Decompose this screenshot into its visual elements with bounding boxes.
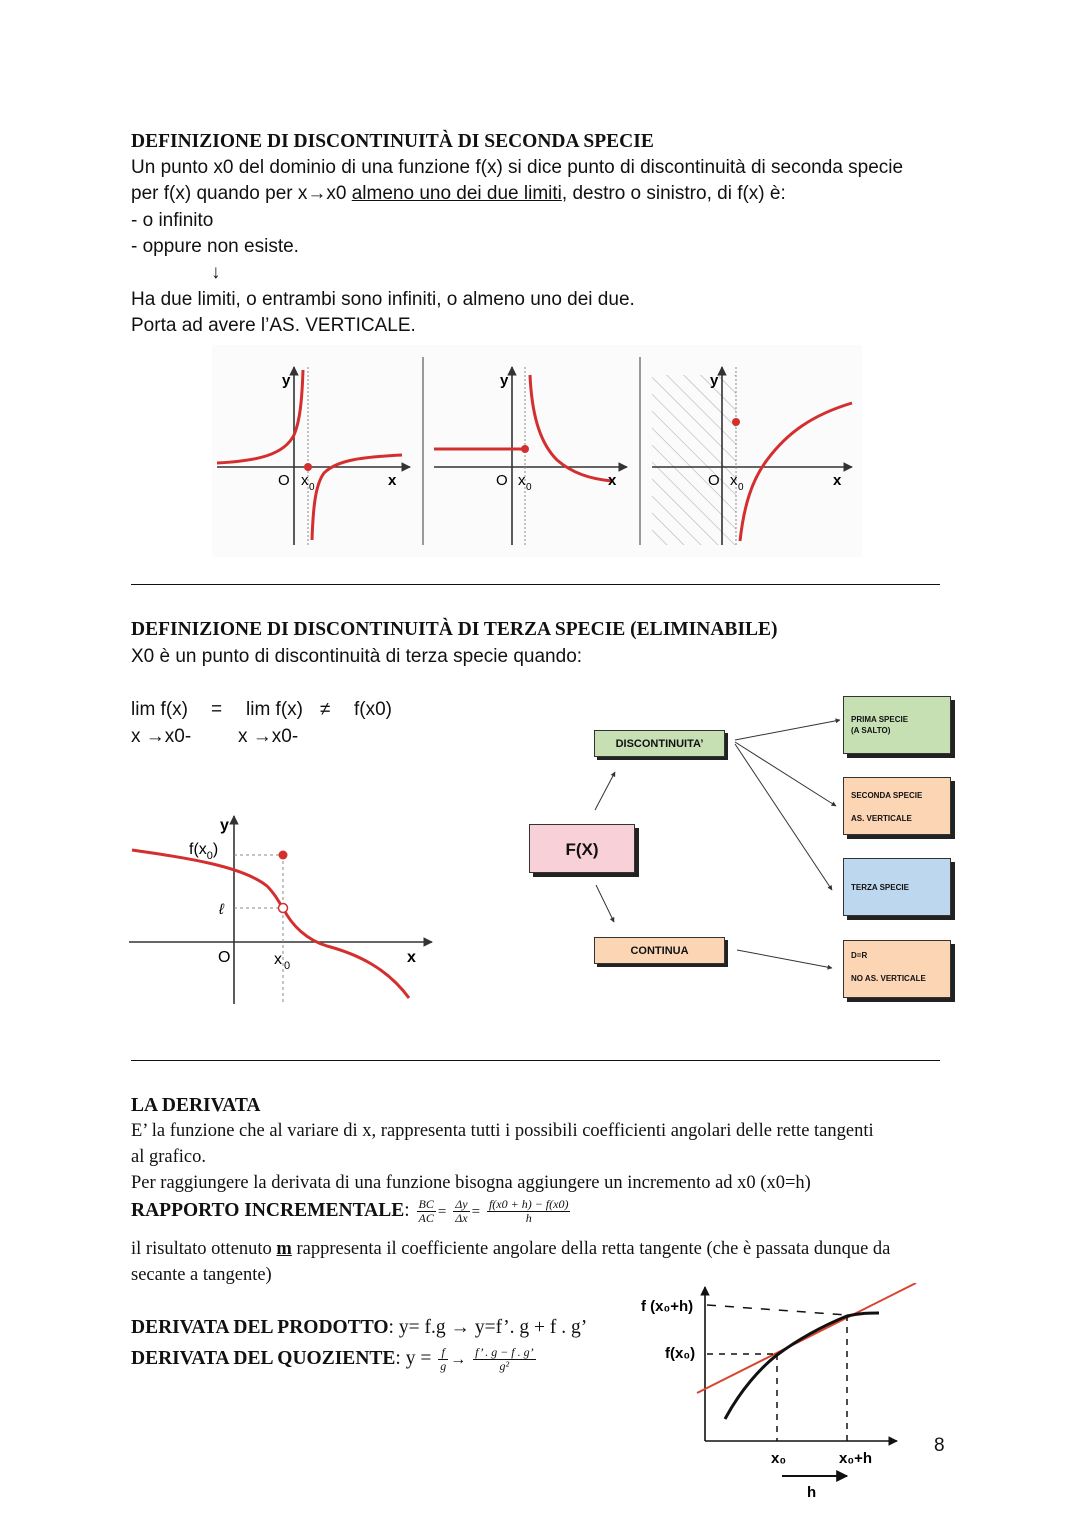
- rapporto-colon: :: [404, 1199, 410, 1221]
- graph-1-origin-label: O: [278, 472, 290, 489]
- graph-3-x0-sub: 0: [738, 482, 744, 493]
- graph-2-origin-label: O: [496, 472, 508, 489]
- derivata-line-4-b: rappresenta il coefficiente angolare della retta tangente (che è passata dunque da: [291, 1239, 891, 1259]
- limit-right-sub: x →x0-: [238, 726, 299, 747]
- derivata-line-2: al grafico.: [131, 1147, 206, 1167]
- section-title-derivata: LA DERIVATA: [131, 1095, 261, 1116]
- box-fx: F(X): [529, 824, 635, 873]
- box-terza-specie: TERZA SPECIE: [843, 858, 951, 916]
- frac-quoziente: [473, 1346, 536, 1373]
- page-number: 8: [934, 1435, 945, 1456]
- graph-1-x0-label: x: [301, 472, 309, 489]
- graph-4-l-label: ℓ: [219, 901, 224, 918]
- second-species-graphs: [212, 345, 862, 557]
- derivata-line-4: [131, 1239, 890, 1260]
- dominio-r-sublabel: NO AS. VERTICALE: [851, 974, 926, 983]
- limit-fx0: f(x0): [354, 699, 392, 720]
- seconda-line-2-c: , destro o sinistro, di f(x) è:: [561, 183, 786, 204]
- prodotto-label: DERIVATA DEL PRODOTTO: [131, 1317, 389, 1338]
- seconda-line-2-a: per f(x) quando per x→x0: [131, 183, 352, 204]
- graph-3-y-label: y: [710, 372, 719, 389]
- graph-4-fx0-label: $f(x_0)$: [189, 841, 219, 862]
- section-title-terza-specie: DEFINIZIONE DI DISCONTINUITÀ DI TERZA SPECIE (ELIMINABILE): [131, 619, 778, 640]
- terza-line-1: X0 è un punto di discontinuità di terza specie quando:: [131, 646, 583, 667]
- graph-label-fx0h: f (x₀+h): [641, 1298, 694, 1315]
- graph-2-x0-label: x: [518, 472, 526, 489]
- frac-bc: BC: [418, 1197, 434, 1211]
- prima-specie-sublabel: (A SALTO): [851, 726, 891, 735]
- frac-ac: AC: [418, 1211, 434, 1225]
- dominio-r-label: D=R: [851, 951, 868, 960]
- rapporto-label: RAPPORTO INCREMENTALE: [131, 1199, 405, 1221]
- graph-4-x0-sub: 0: [284, 960, 291, 972]
- frac-quoz-den: g²: [499, 1359, 510, 1373]
- graph-3-x0-label: x: [730, 472, 738, 489]
- section-title-seconda-specie: DEFINIZIONE DI DISCONTINUITÀ DI SECONDA SPECIE: [131, 131, 654, 152]
- frac-incremento: [487, 1198, 571, 1225]
- limit-right: lim f(x): [246, 699, 303, 720]
- frac-den: h: [525, 1211, 532, 1225]
- derivata-line-3: Per raggiungere la derivata di una funzione bisogna aggiungere un incremento ad x0 (x0=h): [131, 1173, 811, 1193]
- box-discontinuita: DISCONTINUITA’: [594, 730, 725, 757]
- derivata-quoziente: [131, 1346, 538, 1373]
- seconda-line-5: Ha due limiti, o entrambi sono infiniti, o almeno uno dei due.: [131, 289, 635, 310]
- box-dominio-r: [843, 940, 951, 998]
- graph-1-y-label: y: [282, 372, 291, 389]
- frac-f-g: [438, 1346, 448, 1373]
- graph-label-x0h: x₀+h: [839, 1450, 873, 1467]
- frac-quoz-num: f’ . g − f . g’: [475, 1345, 534, 1359]
- frac-f: f: [438, 1346, 448, 1360]
- seconda-line-6: Porta ad avere l’AS. VERTICALE.: [131, 315, 416, 336]
- section-divider-1: [131, 584, 940, 585]
- limit-left-sub: x →x0-: [131, 726, 192, 747]
- box-prima-specie: [843, 696, 951, 754]
- seconda-line-1: Un punto x0 del dominio di una funzione f(x) si dice punto di discontinuità di seconda specie: [131, 157, 904, 178]
- graph-3-x-label: x: [833, 472, 842, 489]
- graph-1-x-label: x: [388, 472, 397, 489]
- limit-equals: =: [211, 699, 223, 720]
- graph-2-x0-sub: 0: [526, 482, 532, 493]
- seconda-specie-sublabel: AS. VERTICALE: [851, 814, 912, 823]
- graph-label-h: h: [807, 1484, 817, 1501]
- down-arrow: ↓: [211, 262, 221, 283]
- graph-label-fx0: f(x₀): [665, 1345, 696, 1362]
- quoziente-label: DERIVATA DEL QUOZIENTE: [131, 1347, 396, 1369]
- frac-dy-dx: [453, 1198, 469, 1225]
- graph-4-x-label: x: [407, 949, 416, 966]
- derivata-line-1: E’ la funzione che al variare di x, rappresenta tutti i possibili coefficienti angolari delle rette tangenti: [131, 1121, 874, 1141]
- box-seconda-specie: [843, 777, 951, 835]
- frac-g: g: [440, 1359, 447, 1373]
- seconda-line-3: - o infinito: [131, 210, 214, 231]
- derivative-graph: [635, 1283, 925, 1503]
- graph-4-origin-label: O: [218, 949, 231, 966]
- graph-3-origin-label: O: [708, 472, 720, 489]
- graph-1-x0-sub: 0: [309, 482, 315, 493]
- seconda-line-2: [131, 183, 786, 205]
- section-divider-2: [131, 1060, 940, 1061]
- limit-left: lim f(x): [131, 699, 188, 720]
- frac-dx: Δx: [455, 1211, 468, 1225]
- graph-2-y-label: y: [500, 372, 509, 389]
- box-continua: CONTINUA: [594, 937, 725, 964]
- prodotto-formula: : y= f.g → y=f’. g + f . g’: [388, 1317, 588, 1338]
- graph-label-x0: x₀: [771, 1450, 787, 1467]
- seconda-line-4: - oppure non esiste.: [131, 236, 299, 257]
- quoziente-arrow: →: [450, 1350, 467, 1368]
- graph-4-x0-label: x: [274, 951, 282, 968]
- rapporto-incrementale: RAPPORTO INCREMENTALE: $\frac{BC}{AC}$ = $\frac{\Delta y}{\Delta x}$ = $\frac{f(x0 + h) - f(x0)}{h}$: [131, 1197, 569, 1225]
- seconda-line-2-underlined: almeno uno dei due limiti: [351, 183, 562, 204]
- prima-specie-label: PRIMA SPECIE: [851, 715, 909, 724]
- frac-bc-ac: [417, 1198, 436, 1225]
- quoziente-a: : y =: [395, 1347, 437, 1369]
- derivata-line-4-a: il risultato ottenuto: [131, 1239, 277, 1259]
- derivata-prodotto: [131, 1317, 587, 1339]
- graph-4-y-label: y: [220, 817, 229, 834]
- frac-dy: Δy: [455, 1197, 468, 1211]
- frac-num: f(x0 + h) − f(x0): [488, 1197, 569, 1211]
- limit-not-equal: ≠: [320, 699, 331, 720]
- derivata-m: m: [276, 1239, 292, 1259]
- third-species-graph: [127, 808, 437, 1008]
- derivata-line-5: secante a tangente): [131, 1265, 272, 1285]
- seconda-specie-label: SECONDA SPECIE: [851, 791, 923, 800]
- graph-2-x-label: x: [608, 472, 617, 489]
